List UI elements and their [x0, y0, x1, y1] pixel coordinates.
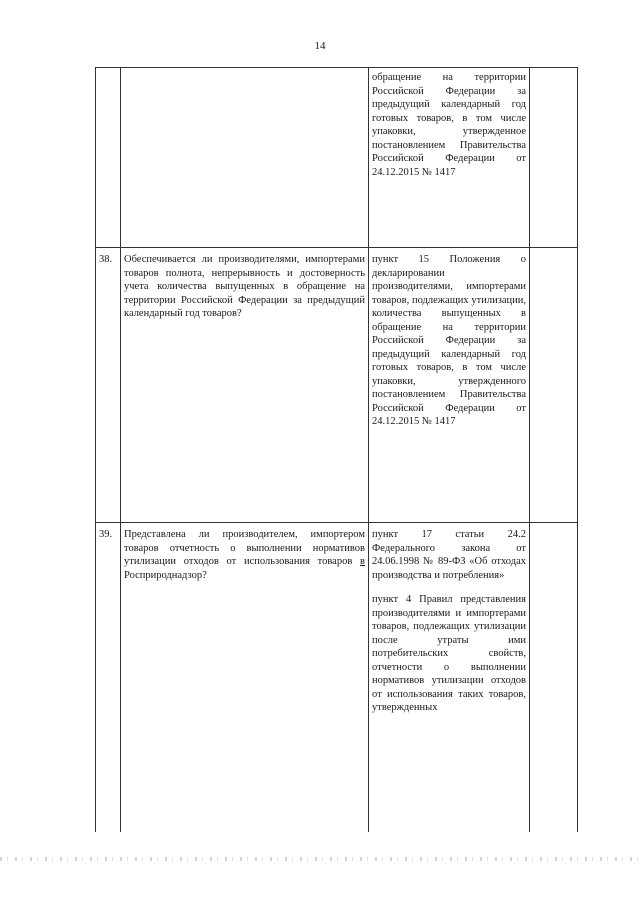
- row-number-cell: 39.: [96, 523, 121, 833]
- reference-text: обращение на территории Российской Федерации за предыдущий календарный год готовых товаров, в том числе упаковки, утвержденное постановлением Правительства Российской Федерации от 24.12.2015 № 1417: [372, 72, 526, 178]
- reference-text: пункт 17 статьи 24.2 Федерального закона от 24.06.1998 № 89-ФЗ «Об отходах производства и потребления»: [372, 529, 526, 581]
- reference-text: пункт 15 Положения о декларировании производителями, импортерами товаров, подлежащих утилизации, количества выпущенных в обращение на территории Российской Федерации за предыдущий календарный год готовых товаров, в том числе упаковки, утвержденного постановлением Правительства Российской Федерации от 24.12.2015 № 1417: [372, 254, 526, 427]
- notes-cell: [530, 248, 578, 523]
- question-text: Обеспечивается ли производителями, импортерами товаров полнота, непрерывность и достоверность учета количества выпущенных в обращение на территории Российской Федерации за предыдущий календарный год товаров?: [124, 254, 365, 319]
- notes-cell: [530, 523, 578, 833]
- question-text-underlined: в: [360, 556, 365, 567]
- question-text-main: Представлена ли производителем, импортером товаров отчетность о выполнении нормативов утилизации отходов от использования товаров: [124, 529, 365, 567]
- question-cell: [121, 248, 369, 523]
- reference-cell: [369, 523, 530, 833]
- question-cell: [121, 68, 369, 248]
- notes-cell: [530, 68, 578, 248]
- table-row: [96, 523, 578, 833]
- question-text-end: Росприроднадзор?: [124, 569, 207, 581]
- row-number-cell: [96, 68, 121, 248]
- row-number-cell: 38.: [96, 248, 121, 523]
- table-row: [96, 68, 578, 248]
- table-row: [96, 248, 578, 523]
- page-number: 14: [314, 40, 326, 52]
- reference-cell: [369, 68, 530, 248]
- question-cell: [121, 523, 369, 833]
- scan-artifact: [0, 857, 640, 861]
- checklist-table: [95, 67, 578, 832]
- reference-text: пункт 4 Правил представления производителями и импортерами товаров, подлежащих утилизации после утраты ими потребительских свойств, отчетности о выполнении нормативов утилизации отходов от использования таких товаров, утвержденных: [372, 594, 526, 713]
- question-text: [124, 528, 365, 582]
- reference-cell: [369, 248, 530, 523]
